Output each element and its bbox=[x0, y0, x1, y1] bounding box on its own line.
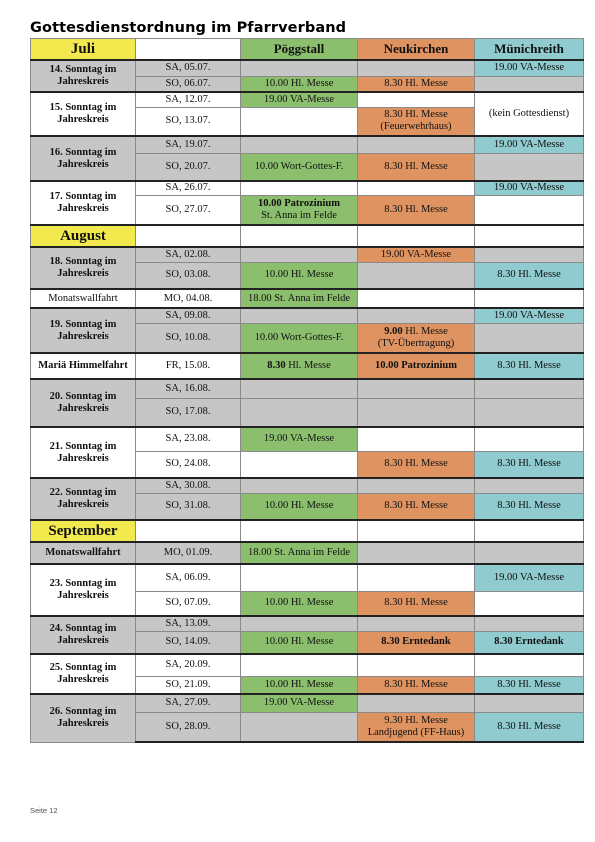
service-cell: 8.30 Erntedank bbox=[475, 631, 584, 654]
service-cell: 8.30 Hl. Messe bbox=[475, 262, 584, 289]
service-cell: 19.00 VA-Messe bbox=[475, 136, 584, 153]
service-cell: (kein Gottesdienst) bbox=[475, 92, 584, 136]
table-row bbox=[31, 478, 584, 493]
schedule-table bbox=[30, 38, 584, 743]
table-row bbox=[31, 616, 584, 631]
table-row bbox=[31, 136, 584, 153]
date-cell: SA, 12.07. bbox=[136, 92, 241, 107]
service-cell: 18.00 St. Anna im Felde bbox=[241, 542, 358, 564]
month-row bbox=[31, 520, 584, 542]
service-cell: 8.30 Hl. Messe bbox=[475, 353, 584, 379]
table-row bbox=[31, 427, 584, 451]
service-cell: 8.30 Hl. Messe bbox=[358, 451, 475, 478]
service-cell: 19.00 VA-Messe bbox=[241, 427, 358, 451]
service-cell: 8.30 Hl. Messe (Feuerwehrhaus) bbox=[358, 107, 475, 136]
date-cell: SA, 09.08. bbox=[136, 308, 241, 323]
occasion-label: 24. Sonntag im Jahreskreis bbox=[31, 616, 136, 654]
occasion-label: 14. Sonntag im Jahreskreis bbox=[31, 60, 136, 92]
date-cell: MO, 01.09. bbox=[136, 542, 241, 564]
service-cell: 8.30 Hl. Messe bbox=[475, 451, 584, 478]
table-row bbox=[31, 289, 584, 308]
table-row bbox=[31, 564, 584, 591]
service-cell: 19.00 VA-Messe bbox=[475, 308, 584, 323]
service-cell: 8.30 Hl. Messe bbox=[358, 76, 475, 92]
occasion-label: 25. Sonntag im Jahreskreis bbox=[31, 654, 136, 694]
occasion-label: 19. Sonntag im Jahreskreis bbox=[31, 308, 136, 353]
service-cell: 18.00 St. Anna im Felde bbox=[241, 289, 358, 308]
location-label: St. Anna im Felde bbox=[261, 209, 337, 221]
service-cell: 19.00 VA-Messe bbox=[358, 247, 475, 262]
mass-label: 9.30 Hl. Messe bbox=[384, 714, 448, 726]
occasion-label: 17. Sonntag im Jahreskreis bbox=[31, 181, 136, 225]
patrozinium-label: 10.00 Patrozinium bbox=[257, 197, 341, 209]
service-cell bbox=[241, 195, 358, 225]
col-muenichreith: Münichreith bbox=[475, 39, 584, 61]
service-cell: 8.30 Hl. Messe bbox=[358, 591, 475, 616]
date-cell: SO, 21.09. bbox=[136, 676, 241, 694]
note-label: Landjugend (FF-Haus) bbox=[367, 726, 465, 738]
service-cell: 8.30 Hl. Messe bbox=[475, 493, 584, 520]
occasion-label: 21. Sonntag im Jahreskreis bbox=[31, 427, 136, 478]
page-number: Seite 12 bbox=[30, 806, 58, 815]
table-row bbox=[31, 542, 584, 564]
occasion-label: 26. Sonntag im Jahreskreis bbox=[31, 694, 136, 742]
service-cell: 19.00 VA-Messe bbox=[241, 694, 358, 712]
note-label: (TV-Übertragung) bbox=[377, 337, 455, 349]
table-row bbox=[31, 654, 584, 676]
date-cell: SO, 13.07. bbox=[136, 107, 241, 136]
date-cell: SO, 17.08. bbox=[136, 398, 241, 427]
table-row bbox=[31, 379, 584, 398]
table-row bbox=[31, 92, 584, 107]
time-label: 9.00 bbox=[384, 325, 403, 337]
occasion-label: Monatswallfahrt bbox=[31, 542, 136, 564]
service-cell: 19.00 VA-Messe bbox=[475, 181, 584, 195]
date-cell: SA, 05.07. bbox=[136, 60, 241, 76]
date-cell: SA, 16.08. bbox=[136, 379, 241, 398]
service-cell: 10.00 Patrozinium bbox=[358, 353, 475, 379]
page-title: Gottesdienstordnung im Pfarrverband bbox=[30, 20, 347, 36]
date-cell: SA, 23.08. bbox=[136, 427, 241, 451]
service-cell: 8.30 Hl. Messe bbox=[358, 153, 475, 181]
occasion-label: Mariä Himmelfahrt bbox=[31, 353, 136, 379]
table-row bbox=[31, 694, 584, 712]
month-august: August bbox=[31, 225, 136, 247]
service-cell bbox=[358, 323, 475, 353]
date-cell: SA, 27.09. bbox=[136, 694, 241, 712]
occasion-label: 16. Sonntag im Jahreskreis bbox=[31, 136, 136, 181]
date-cell: SA, 06.09. bbox=[136, 564, 241, 591]
date-cell: SO, 27.07. bbox=[136, 195, 241, 225]
date-cell: SA, 20.09. bbox=[136, 654, 241, 676]
table-row bbox=[31, 60, 584, 76]
time-label: 8.30 bbox=[267, 360, 286, 371]
occasion-label: 22. Sonntag im Jahreskreis bbox=[31, 478, 136, 520]
date-cell: MO, 04.08. bbox=[136, 289, 241, 308]
header-row bbox=[31, 39, 584, 61]
date-cell: SO, 14.09. bbox=[136, 631, 241, 654]
service-cell: 10.00 Hl. Messe bbox=[241, 591, 358, 616]
table-row bbox=[31, 353, 584, 379]
table-row bbox=[31, 181, 584, 195]
date-cell: SO, 06.07. bbox=[136, 76, 241, 92]
service-cell bbox=[241, 353, 358, 379]
service-cell bbox=[358, 712, 475, 742]
date-cell: SO, 10.08. bbox=[136, 323, 241, 353]
mass-label: Hl. Messe bbox=[285, 360, 331, 371]
col-poeggstall: Pöggstall bbox=[241, 39, 358, 61]
date-cell: SO, 28.09. bbox=[136, 712, 241, 742]
occasion-label: 15. Sonntag im Jahreskreis bbox=[31, 92, 136, 136]
service-cell: 10.00 Wort-Gottes-F. bbox=[241, 323, 358, 353]
service-cell: 8.30 Erntedank bbox=[358, 631, 475, 654]
date-cell: SO, 24.08. bbox=[136, 451, 241, 478]
service-cell: 10.00 Hl. Messe bbox=[241, 76, 358, 92]
month-row bbox=[31, 225, 584, 247]
mass-label: Hl. Messe bbox=[402, 325, 448, 337]
table-row bbox=[31, 308, 584, 323]
service-cell: 10.00 Hl. Messe bbox=[241, 262, 358, 289]
service-cell: 19.00 VA-Messe bbox=[475, 60, 584, 76]
date-cell: SO, 20.07. bbox=[136, 153, 241, 181]
date-cell: SA, 02.08. bbox=[136, 247, 241, 262]
service-cell: 8.30 Hl. Messe bbox=[358, 493, 475, 520]
service-cell: 10.00 Hl. Messe bbox=[241, 493, 358, 520]
date-cell: FR, 15.08. bbox=[136, 353, 241, 379]
date-cell: SA, 19.07. bbox=[136, 136, 241, 153]
occasion-label: Monatswallfahrt bbox=[31, 289, 136, 308]
service-cell: 19.00 VA-Messe bbox=[475, 564, 584, 591]
month-juli: Juli bbox=[31, 39, 136, 61]
date-cell: SA, 30.08. bbox=[136, 478, 241, 493]
service-cell: 10.00 Hl. Messe bbox=[241, 676, 358, 694]
date-cell: SO, 03.08. bbox=[136, 262, 241, 289]
date-cell: SA, 26.07. bbox=[136, 181, 241, 195]
occasion-label: 23. Sonntag im Jahreskreis bbox=[31, 564, 136, 616]
service-cell: 10.00 Wort-Gottes-F. bbox=[241, 153, 358, 181]
service-cell: 19.00 VA-Messe bbox=[241, 92, 358, 107]
service-cell: 8.30 Hl. Messe bbox=[475, 676, 584, 694]
month-september: September bbox=[31, 520, 136, 542]
service-cell: 10.00 Hl. Messe bbox=[241, 631, 358, 654]
service-cell: 8.30 Hl. Messe bbox=[358, 195, 475, 225]
service-cell: 8.30 Hl. Messe bbox=[358, 676, 475, 694]
occasion-label: 18. Sonntag im Jahreskreis bbox=[31, 247, 136, 289]
service-cell: 8.30 Hl. Messe bbox=[475, 712, 584, 742]
date-cell: SO, 31.08. bbox=[136, 493, 241, 520]
table-row bbox=[31, 247, 584, 262]
date-cell: SO, 07.09. bbox=[136, 591, 241, 616]
date-cell: SA, 13.09. bbox=[136, 616, 241, 631]
col-neukirchen: Neukirchen bbox=[358, 39, 475, 61]
occasion-label: 20. Sonntag im Jahreskreis bbox=[31, 379, 136, 427]
